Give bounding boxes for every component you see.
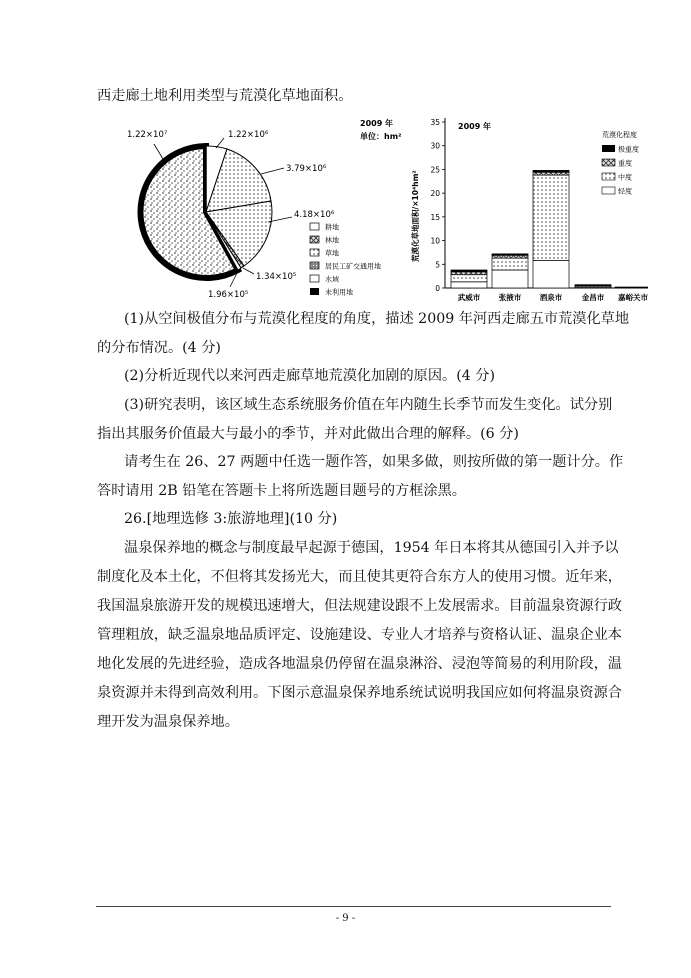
legend-farmland: 耕地 — [325, 223, 339, 232]
y-tick-label: 25 — [430, 165, 440, 175]
x-labels — [458, 292, 648, 302]
legend-water: 水域 — [325, 275, 339, 284]
x-category-label: 武威市 — [457, 293, 481, 302]
paragraph-4-line-2: 答时请用 2B 铅笔在答题卡上将所选题目题号的方框涂黑。 — [97, 483, 466, 499]
legend-extreme: 极重度 — [618, 145, 639, 154]
bar-segment-severe — [451, 272, 487, 275]
pie-label-water: 1.96×10⁵ — [208, 290, 249, 300]
bar-legend — [602, 130, 639, 196]
y-tick-label: 20 — [430, 189, 440, 199]
x-category-label: 嘉峪关市 — [618, 293, 648, 302]
paragraph-6-line-3: 我国温泉旅游开发的规模迅速增大，但法规建设跟不上发展需求。目前温泉资源行政 — [97, 598, 622, 614]
x-category-label: 金昌市 — [581, 293, 605, 302]
paragraph-1-line-1: (1)从空间极值分布与荒漠化程度的角度，描述 2009 年河西走廊五市荒漠化草地 — [124, 311, 630, 327]
bar-segment-extreme — [533, 170, 569, 172]
paragraph-6-line-4: 管理粗放，缺乏温泉地品质评定、设施建设、专业人才培养与资格认证、温泉企业本 — [97, 627, 622, 643]
pie-label-residential: 1.34×10⁵ — [256, 272, 297, 282]
y-tick-label: 5 — [435, 260, 440, 270]
paragraph-5-line-1: 26.[地理选修 3:旅游地理](10 分) — [124, 511, 338, 527]
footer-divider — [96, 906, 611, 907]
legend-unused: 未利用地 — [325, 288, 353, 297]
intro-line: 西走廊土地利用类型与荒漠化草地面积。 — [97, 88, 353, 104]
paragraph-3-line-1: (3)研究表明，该区域生态系统服务价值在年内随生长季节而发生变化。试分别 — [124, 397, 613, 413]
figure-charts — [96, 108, 648, 302]
legend-moderate: 中度 — [618, 173, 632, 182]
bar-chart-ylabel: 荒漠化草地面积/×10⁴hm² — [411, 170, 420, 262]
x-category-label: 张掖市 — [498, 293, 522, 302]
page-number: - 9 - — [335, 913, 356, 924]
bar-segment-severe — [492, 255, 528, 258]
pie-unit: 单位：hm² — [360, 132, 402, 141]
paragraph-3-line-2: 指出其服务价值最大与最小的季节，并对此做出合理的解释。(6 分) — [97, 426, 519, 442]
legend-forest: 林地 — [325, 236, 339, 245]
legend-grassland: 草地 — [325, 249, 339, 258]
legend-light: 轻度 — [618, 187, 632, 196]
legend-residential: 居民工矿交通用地 — [325, 262, 381, 271]
paragraph-6-line-7: 理开发为温泉保养地。 — [97, 714, 239, 730]
pie-chart — [127, 130, 335, 300]
bar-segment-moderate — [492, 258, 528, 270]
y-tick-label: 10 — [430, 236, 440, 246]
bar-segment-extreme — [492, 254, 528, 255]
pie-legend — [310, 223, 381, 297]
paragraph-2-line-1: (2)分析近现代以来河西走廊草地荒漠化加剧的原因。(4 分) — [124, 368, 496, 384]
bar-legend-title: 荒漠化程度 — [602, 131, 637, 139]
bar-segment-extreme — [451, 270, 487, 272]
pie-label-grassland: 4.18×10⁶ — [294, 210, 335, 220]
pie-label-unused: 1.22×10⁷ — [127, 130, 168, 140]
paragraph-1-line-2: 的分布情况。(4 分) — [97, 340, 221, 356]
bar-chart-title: 2009 年 — [458, 122, 492, 131]
y-tick-label: 30 — [430, 141, 440, 151]
y-ticks — [430, 118, 445, 293]
paragraph-6-line-6: 泉资源并未得到高效利用。下图示意温泉保养地系统试说明我国应如何将温泉资源合 — [97, 685, 622, 701]
y-tick-label: 15 — [430, 212, 440, 222]
bar-segment-moderate — [451, 275, 487, 282]
legend-severe: 重度 — [618, 159, 632, 168]
pie-label-farmland: 1.22×10⁶ — [228, 130, 269, 140]
bar-segment-moderate — [533, 175, 569, 260]
bar-segment-light — [492, 270, 528, 288]
paragraph-6-line-2: 制度化及本土化，不但将其发扬光大，而且使其更符合东方人的使用习惯。近年来， — [97, 569, 622, 585]
bar-segment-light — [533, 260, 569, 288]
bar-segment-severe — [533, 172, 569, 175]
paragraph-6-line-5: 地化发展的先进经验，造成各地温泉仍停留在温泉淋浴、浸泡等简易的利用阶段，温 — [97, 656, 622, 672]
pie-title: 2009 年 — [360, 119, 394, 128]
paragraph-6-line-1: 温泉保养地的概念与制度最早起源于德国，1954 年日本将其从德国引入并予以 — [124, 540, 619, 556]
x-category-label: 酒泉市 — [539, 293, 563, 302]
paragraph-4-line-1: 请考生在 26、27 两题中任选一题作答，如果多做，则按所做的第一题计分。作 — [124, 454, 624, 470]
bar-segment-light — [451, 282, 487, 288]
y-tick-label: 35 — [430, 118, 440, 127]
pie-label-forest: 3.79×10⁶ — [286, 164, 327, 174]
y-tick-label: 0 — [435, 284, 440, 293]
